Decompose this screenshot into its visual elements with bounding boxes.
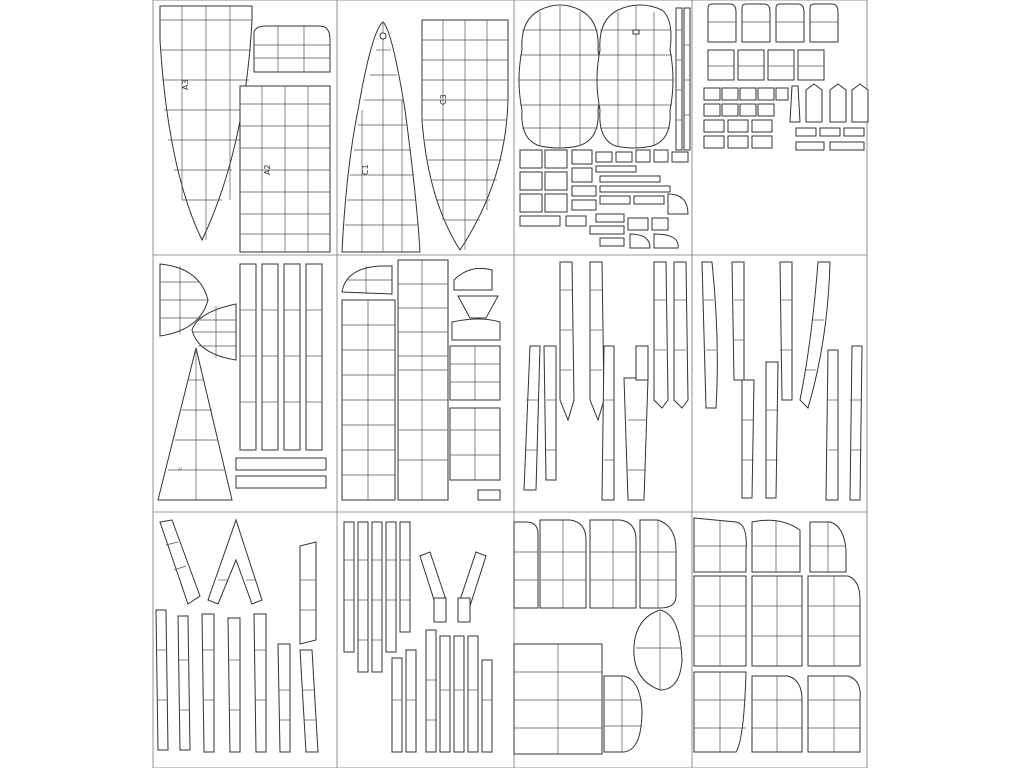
template-piece-grid-small: [704, 88, 788, 148]
template-piece-A3: [160, 6, 252, 240]
template-piece-large-grid-mid: [398, 260, 448, 500]
panel-3: [518, 5, 690, 248]
panel-7: [524, 262, 688, 500]
panel-5: [158, 264, 326, 500]
template-piece-long-strips: [236, 264, 326, 488]
template-piece-ribs: [524, 262, 688, 500]
template-piece-A1: [158, 348, 232, 500]
template-piece-right-column-parts: [450, 268, 500, 500]
label-c3: C3: [439, 94, 448, 105]
panel-10: [344, 522, 492, 752]
template-piece-long-strips-2: [344, 522, 492, 752]
template-piece-d-shapes: [514, 520, 676, 608]
template-piece-rounded-grid: [694, 518, 860, 752]
template-piece-leaf: [634, 610, 682, 690]
panel-12: [694, 518, 860, 752]
template-piece-dome-top: [342, 266, 392, 294]
template-piece-box-rows: [708, 4, 838, 80]
template-piece-C1: [342, 22, 420, 252]
panel-8: [702, 262, 862, 500]
panel-9: [156, 520, 318, 752]
label-c1: C1: [361, 164, 370, 175]
template-piece-C3: [422, 20, 508, 250]
template-piece-large-grid-left: [342, 300, 395, 500]
panel-4: [704, 4, 868, 150]
template-piece-small-top: [254, 26, 330, 72]
panel-2: [342, 20, 508, 252]
template-piece-d-right: [604, 676, 642, 752]
label-a3: A3: [181, 79, 190, 90]
label-a1: A1: [178, 467, 183, 471]
panel-1: [160, 6, 330, 252]
label-a2: A2: [263, 164, 272, 175]
template-piece-small-parts: [520, 150, 688, 248]
template-piece-big-rect: [514, 644, 602, 754]
template-piece-strips-bottom: [156, 610, 318, 752]
template-piece-ribs-right: [702, 262, 862, 500]
panel-6: [342, 260, 500, 500]
template-piece-A2: [240, 86, 330, 252]
template-piece-vertical-strips: [676, 8, 690, 150]
panel-11: [514, 520, 682, 754]
template-piece-pointed-parts: [790, 84, 868, 150]
template-piece-blob-right: [596, 5, 674, 148]
template-piece-blob-left: [518, 5, 602, 148]
